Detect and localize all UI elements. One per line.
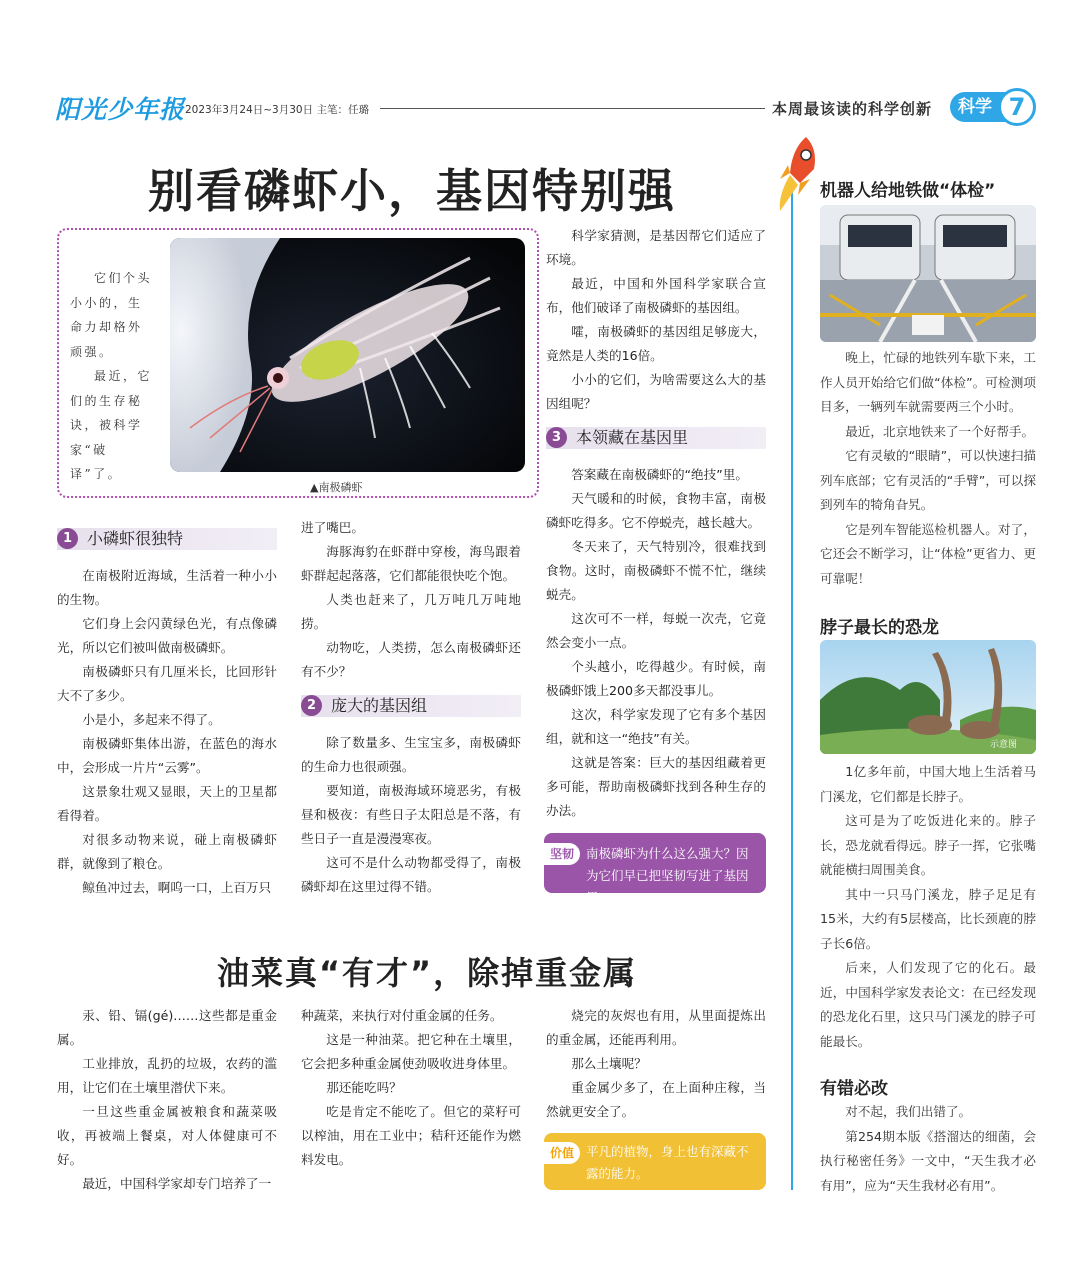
paragraph: 对不起，我们出错了。 bbox=[845, 1104, 972, 1119]
paragraph: 进了嘴巴。 bbox=[301, 520, 364, 535]
section-number: 1 bbox=[57, 528, 78, 549]
paragraph: 这就是答案：巨大的基因组藏着更多可能，帮助南极磷虾找到各种生存的办法。 bbox=[546, 755, 766, 818]
section-number: 2 bbox=[301, 695, 322, 716]
article1-column-3a bbox=[546, 224, 766, 416]
paragraph: 第254期本版《搭溜达的细菌，会执行秘密任务》一文中，“天生我才必有用”，应为“天生我材必有用”。 bbox=[820, 1128, 1036, 1193]
paragraph: 鲸鱼冲过去，啊呜一口，上百万只 bbox=[82, 880, 272, 895]
callout-text: 平凡的植物，身上也有深藏不露的能力。 bbox=[586, 1144, 749, 1181]
paragraph: 晚上，忙碌的地铁列车歇下来，工作人员开始给它们做“体检”。可检测项目多，一辆列车就需要两三个小时。 bbox=[820, 350, 1036, 414]
intro-para: 它们个头小小的，生命力却格外顽强。 bbox=[70, 271, 153, 359]
sidebar-divider bbox=[791, 180, 793, 1190]
article2-column-3 bbox=[546, 1004, 766, 1124]
paragraph: 海豚海豹在虾群中穿梭，海鸟跟着虾群起起落落，它们都能很快吃个饱。 bbox=[301, 544, 521, 583]
paragraph: 这可不是什么动物都受得了，南极磷虾却在这里过得不错。 bbox=[301, 855, 521, 894]
paragraph: 天气暖和的时候，食物丰富，南极磷虾吃得多。它不停蜕壳，越长越大。 bbox=[546, 491, 766, 530]
paragraph: 那还能吃吗？ bbox=[326, 1080, 402, 1095]
newspaper-logo: 阳光少年报 bbox=[55, 95, 186, 124]
paragraph: 后来，人们发现了它的化石。最近，中国科学家发表论文：在已经发现的恐龙化石里，这只马门溪龙的脖子可能最长。 bbox=[820, 960, 1036, 1049]
paragraph: 1亿多年前，中国大地上生活着马门溪龙，它们都是长脖子。 bbox=[820, 764, 1036, 804]
section-title: 小磷虾很独特 bbox=[87, 529, 184, 548]
paragraph: 它是列车智能巡检机器人。对了，它还会不断学习，让“体检”更省力、更可靠呢！ bbox=[820, 521, 1036, 586]
paragraph: 嚯，南极磷虾的基因组足够庞大，竟然是人类的16倍。 bbox=[546, 324, 766, 363]
paragraph: 在南极附近海域，生活着一种小小的生物。 bbox=[57, 568, 277, 607]
section-header-1 bbox=[57, 528, 277, 550]
paragraph: 烧完的灰烬也有用，从里面提炼出的重金属，还能再利用。 bbox=[546, 1008, 766, 1047]
subway-robot-photo bbox=[820, 205, 1036, 342]
rocket-icon bbox=[776, 135, 822, 217]
callout-tag: 价值 bbox=[544, 1142, 580, 1164]
section-header-3 bbox=[546, 427, 766, 449]
paragraph: 答案藏在南极磷虾的“绝技”里。 bbox=[571, 467, 748, 482]
article1-headline: 别看磷虾小，基因特别强 bbox=[148, 164, 676, 218]
paragraph: 冬天来了，天气特别冷，很难找到食物。这时，南极磷虾不慌不忙，继续蜕壳。 bbox=[546, 539, 766, 602]
errata-title: 有错必改 bbox=[820, 1079, 888, 1099]
page-tagline: 本周最该读的科学创新 bbox=[772, 100, 933, 118]
paragraph: 最近，北京地铁来了一个好帮手。 bbox=[845, 423, 1035, 439]
resilience-callout bbox=[544, 833, 766, 905]
paragraph: 其中一只马门溪龙，脖子足足有15米，大约有5层楼高，比长颈鹿的脖子长6倍。 bbox=[820, 886, 1036, 951]
section-header-2 bbox=[301, 695, 521, 717]
paragraph: 小是小，多起来不得了。 bbox=[82, 712, 221, 727]
page-number-badge: 7 bbox=[998, 88, 1036, 126]
article2-column-2 bbox=[301, 1004, 521, 1172]
paragraph: 它们身上会闪黄绿色光，有点像磷光，所以它们被叫做南极磷虾。 bbox=[57, 616, 277, 655]
issue-date-editor: 2023年3月24日~3月30日 主笔：任璐 bbox=[185, 104, 369, 116]
section-title: 本领藏在基因里 bbox=[576, 428, 689, 447]
krill-photo bbox=[170, 238, 525, 472]
article2-headline: 油菜真“有才”，除掉重金属 bbox=[217, 954, 638, 992]
paragraph: 要知道，南极海域环境恶劣，有极昼和极夜：有些日子太阳总是不落，有些日子一直是漫漫寒夜。 bbox=[301, 783, 521, 846]
paragraph: 小小的它们，为啥需要这么大的基因组呢？ bbox=[546, 372, 766, 411]
paragraph: 一旦这些重金属被粮食和蔬菜吸收，再被端上餐桌，对人体健康可不好。 bbox=[57, 1104, 277, 1167]
image-note: 示意图 bbox=[990, 740, 1018, 750]
paragraph: 最近，中国和外国科学家联合宣布，他们破译了南极磷虾的基因组。 bbox=[546, 276, 766, 315]
dinosaur-article-title: 脖子最长的恐龙 bbox=[820, 618, 939, 638]
paragraph: 它有灵敏的“眼睛”，可以快速扫描列车底部；它有灵活的“手臂”，可以探到列车的犄角旮旯。 bbox=[820, 448, 1036, 512]
paragraph: 对很多动物来说，碰上南极磷虾群，就像到了粮仓。 bbox=[57, 832, 277, 871]
paragraph: 南极磷虾集体出游，在蓝色的海水中，会形成一片片“云雾”。 bbox=[57, 736, 277, 775]
paragraph: 除了数量多、生宝宝多，南极磷虾的生命力也很顽强。 bbox=[301, 735, 521, 774]
article2-column-1 bbox=[57, 1004, 277, 1196]
callout-text: 南极磷虾为什么这么强大？因为它们早已把坚韧写进了基因里。 bbox=[586, 846, 749, 905]
paragraph: 这景象壮观又显眼，天上的卫星都看得着。 bbox=[57, 784, 277, 823]
article1-column-2a bbox=[301, 516, 521, 684]
paragraph: 人类也赶来了，几万吨几万吨地捞。 bbox=[301, 592, 521, 631]
paragraph: 这次可不一样，每蜕一次壳，它竟然会变小一点。 bbox=[546, 611, 766, 650]
paragraph: 南极磷虾只有几厘米长，比回形针大不了多少。 bbox=[57, 664, 277, 703]
paragraph: 种蔬菜，来执行对付重金属的任务。 bbox=[301, 1008, 503, 1023]
header-rule bbox=[380, 108, 765, 109]
intro-text bbox=[70, 266, 156, 487]
section-label: 科学 bbox=[950, 92, 1012, 122]
paragraph: 科学家猜测，是基因帮它们适应了环境。 bbox=[546, 228, 766, 267]
paragraph: 吃是肯定不能吃了。但它的菜籽可以榨油，用在工业中；秸秆还能作为燃料发电。 bbox=[301, 1104, 521, 1167]
paragraph: 那么土壤呢？ bbox=[571, 1056, 647, 1071]
paragraph: 个头越小，吃得越少。有时候，南极磷虾饿上200多天都没事儿。 bbox=[546, 659, 766, 698]
robot-article-body bbox=[820, 346, 1036, 591]
article1-column-3b bbox=[546, 463, 766, 823]
article1-column-2b bbox=[301, 731, 521, 899]
paragraph: 这次，科学家发现了它有多个基因组，就和这一“绝技”有关。 bbox=[546, 707, 766, 746]
paragraph: 动物吃，人类捞，怎么南极磷虾还有不少？ bbox=[301, 640, 521, 679]
intro-para: 最近，它们的生存秘诀，被科学家“破译”了。 bbox=[70, 369, 153, 481]
callout-tag: 坚韧 bbox=[544, 843, 580, 865]
dinosaur-article-body bbox=[820, 760, 1036, 1054]
photo-caption: ▲南极磷虾 bbox=[310, 481, 363, 494]
paragraph: 工业排放，乱扔的垃圾，农药的滥用，让它们在土壤里潜伏下来。 bbox=[57, 1056, 277, 1095]
paragraph: 重金属少多了，在上面种庄稼，当然就更安全了。 bbox=[546, 1080, 766, 1119]
value-callout bbox=[544, 1133, 766, 1190]
paragraph: 最近，中国科学家却专门培养了一 bbox=[82, 1176, 272, 1191]
paragraph: 这是一种油菜。把它种在土壤里，它会把多种重金属使劲吸收进身体里。 bbox=[301, 1032, 521, 1071]
section-number: 3 bbox=[546, 427, 567, 448]
article1-column-1 bbox=[57, 564, 277, 900]
section-title: 庞大的基因组 bbox=[331, 696, 428, 715]
paragraph: 这可是为了吃饭进化来的。脖子长，恐龙就看得远。脖子一挥，它张嘴就能横扫周围美食。 bbox=[820, 813, 1036, 877]
paragraph: 汞、铅、镉(gé)……这些都是重金属。 bbox=[57, 1008, 277, 1047]
robot-article-title: 机器人给地铁做“体检” bbox=[820, 181, 996, 201]
errata-body bbox=[820, 1100, 1036, 1198]
